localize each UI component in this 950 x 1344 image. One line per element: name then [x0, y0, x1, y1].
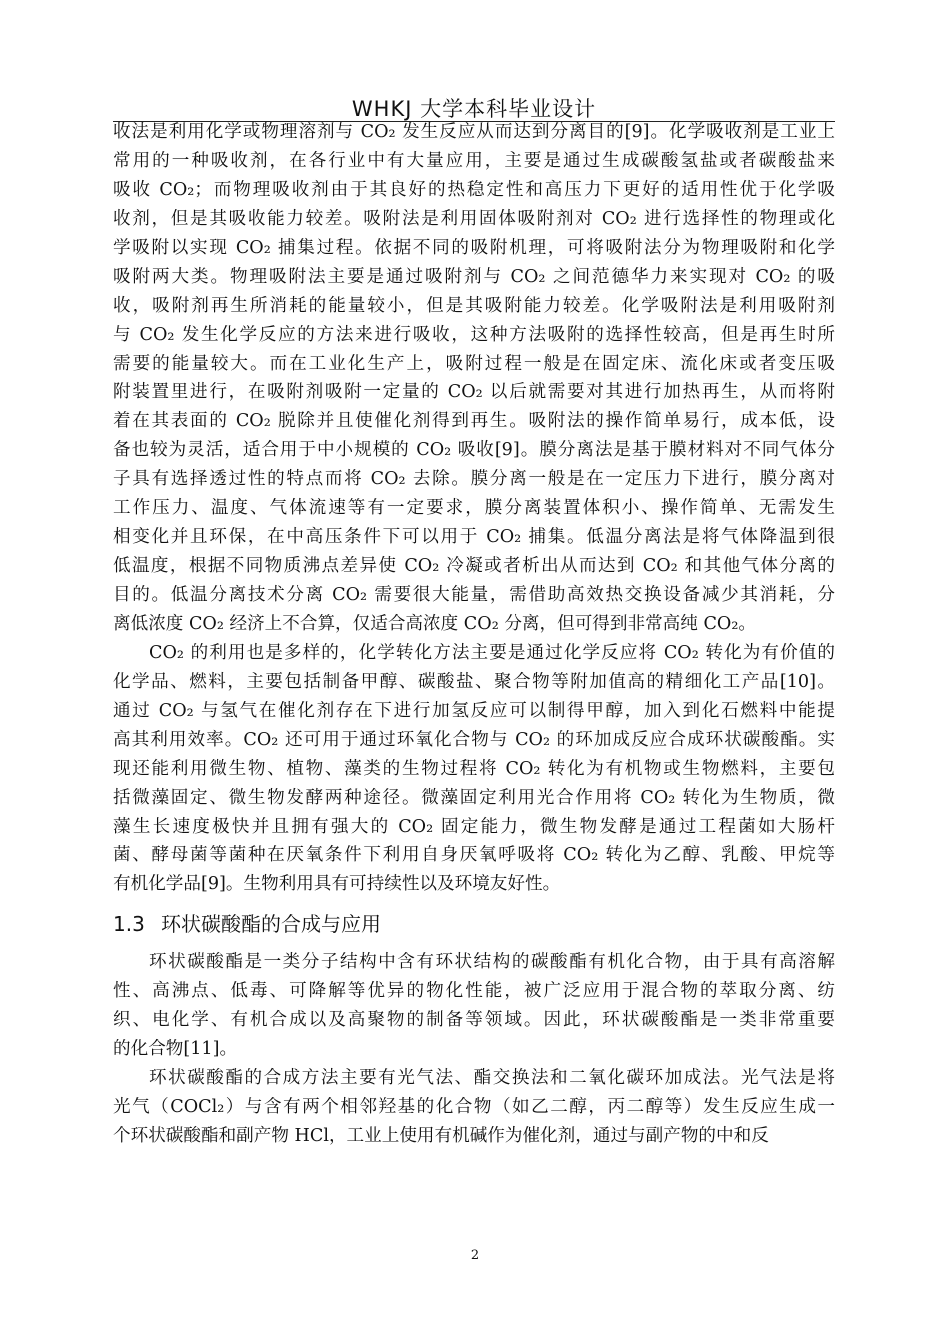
text-line: 的化合物[11]。: [113, 1039, 238, 1060]
section-number: 1.3: [113, 912, 145, 937]
text-line: 环状碳酸酯的合成方法主要有光气法、酯交换法和二氧化碳环加成法。光气法是将: [149, 1068, 835, 1089]
text-line: 与 CO₂ 发生化学反应的方法来进行吸收，这种方法吸附的选择性较高，但是再生时所: [113, 324, 835, 345]
text-line: CO₂ 的利用也是多样的，化学转化方法主要是通过化学反应将 CO₂ 转化为有价值的: [149, 642, 835, 663]
paragraph-group-a: [113, 118, 835, 899]
text-line: 收剂，但是其吸收能力较差。吸附法是利用固体吸附剂对 CO₂ 进行选择性的物理或化: [113, 208, 835, 229]
page-number: 2: [470, 1248, 480, 1263]
text-line: 性、高沸点、低毒、可降解等优异的物化性能，被广泛应用于混合物的萃取分离、纺: [113, 981, 835, 1002]
paragraph-group-b: [113, 948, 835, 1151]
text-line: 括微藻固定、微生物发酵两种途径。微藻固定利用光合作用将 CO₂ 转化为生物质，微: [113, 787, 835, 808]
paragraph: [113, 639, 835, 899]
text-line: 现还能利用微生物、植物、藻类的生物过程将 CO₂ 转化为有机物或生物燃料，主要包: [113, 758, 835, 779]
text-line: 着在其表面的 CO₂ 脱除并且使催化剂得到再生。吸附法的操作简单易行，成本低，设: [113, 411, 835, 432]
text-line: 子具有选择透过性的特点而将 CO₂ 去除。膜分离一般是在一定压力下进行，膜分离对: [113, 469, 835, 490]
text-line: 藻生长速度极快并且拥有强大的 CO₂ 固定能力，微生物发酵是通过工程菌如大肠杆: [113, 816, 835, 837]
text-line: 有机化学品[9]。生物利用具有可持续性以及环境友好性。: [113, 874, 561, 895]
text-line: 需要的能量较大。而在工业化生产上，吸附过程一般是在固定床、流化床或者变压吸: [113, 353, 835, 374]
page-header-title: WHKJ 大学本科毕业设计: [351, 97, 597, 121]
paragraph: [113, 1064, 835, 1151]
text-line: 吸收 CO₂；而物理吸收剂由于其良好的热稳定性和高压力下更好的适用性优于化学吸: [113, 179, 835, 200]
text-line: 高其利用效率。CO₂ 还可用于通过环氧化合物与 CO₂ 的环加成反应合成环状碳酸酯。实: [113, 729, 835, 750]
text-line: 离低浓度 CO₂ 经济上不合算，仅适合高浓度 CO₂ 分离，但可得到非常高纯 CO₂。: [113, 613, 756, 634]
text-line: 织、电化学、有机合成以及高聚物的制备等领域。因此，环状碳酸酯是一类非常重要: [113, 1010, 835, 1031]
text-line: 菌、酵母菌等菌种在厌氧条件下利用自身厌氧呼吸将 CO₂ 转化为乙醇、乳酸、甲烷等: [113, 845, 835, 866]
section-heading: [113, 902, 835, 946]
text-line: 工作压力、温度、气体流速等有一定要求，膜分离装置体积小、操作简单、无需发生: [113, 498, 835, 519]
text-line: 附装置里进行，在吸附剂吸附一定量的 CO₂ 以后就需要对其进行加热再生，从而将附: [113, 382, 835, 403]
text-line: 环状碳酸酯是一类分子结构中含有环状结构的碳酸酯有机化合物，由于具有高溶解: [149, 952, 835, 973]
text-line: 收，吸附剂再生所消耗的能量较小，但是其吸附能力较差。化学吸附法是利用吸附剂: [113, 295, 835, 316]
text-line: 备也较为灵活，适合用于中小规模的 CO₂ 吸收[9]。膜分离法是基于膜材料对不同气体分: [113, 440, 835, 461]
text-line: 通过 CO₂ 与氢气在催化剂存在下进行加氢反应可以制得甲醇，加入到化石燃料中能提: [113, 700, 835, 721]
text-line: 目的。低温分离技术分离 CO₂ 需要很大能量，需借助高效热交换设备减少其消耗，分: [113, 585, 835, 605]
paragraph: [113, 948, 835, 1064]
text-line: 相变化并且环保，在中高压条件下可以用于 CO₂ 捕集。低温分离法是将气体降温到很: [113, 527, 835, 548]
text-line: 光气（COCl₂）与含有两个相邻羟基的化合物（如乙二醇，丙二醇等）发生反应生成一: [113, 1097, 835, 1117]
text-line: 收法是利用化学或物理溶剂与 CO₂ 发生反应从而达到分离目的[9]。化学吸收剂是工业上: [113, 122, 835, 142]
paragraph: [113, 118, 835, 639]
text-line: 低温度，根据不同物质沸点差异使 CO₂ 冷凝或者析出从而达到 CO₂ 和其他气体分离的: [113, 556, 835, 577]
body-text: [113, 118, 835, 1151]
text-line: 常用的一种吸收剂，在各行业中有大量应用，主要是通过生成碳酸氢盐或者碳酸盐来: [113, 150, 835, 171]
text-line: 吸附两大类。物理吸附法主要是通过吸附剂与 CO₂ 之间范德华力来实现对 CO₂ 的吸: [113, 266, 835, 287]
text-line: 个环状碳酸酯和副产物 HCl，工业上使用有机碱作为催化剂，通过与副产物的中和反: [113, 1125, 769, 1146]
text-line: 学吸附以实现 CO₂ 捕集过程。依据不同的吸附机理，可将吸附法分为物理吸附和化学: [113, 237, 835, 258]
text-line: 化学品、燃料，主要包括制备甲醇、碳酸盐、聚合物等附加值高的精细化工产品[10]。: [113, 671, 835, 692]
section-title: 环状碳酸酯的合成与应用: [161, 912, 381, 937]
